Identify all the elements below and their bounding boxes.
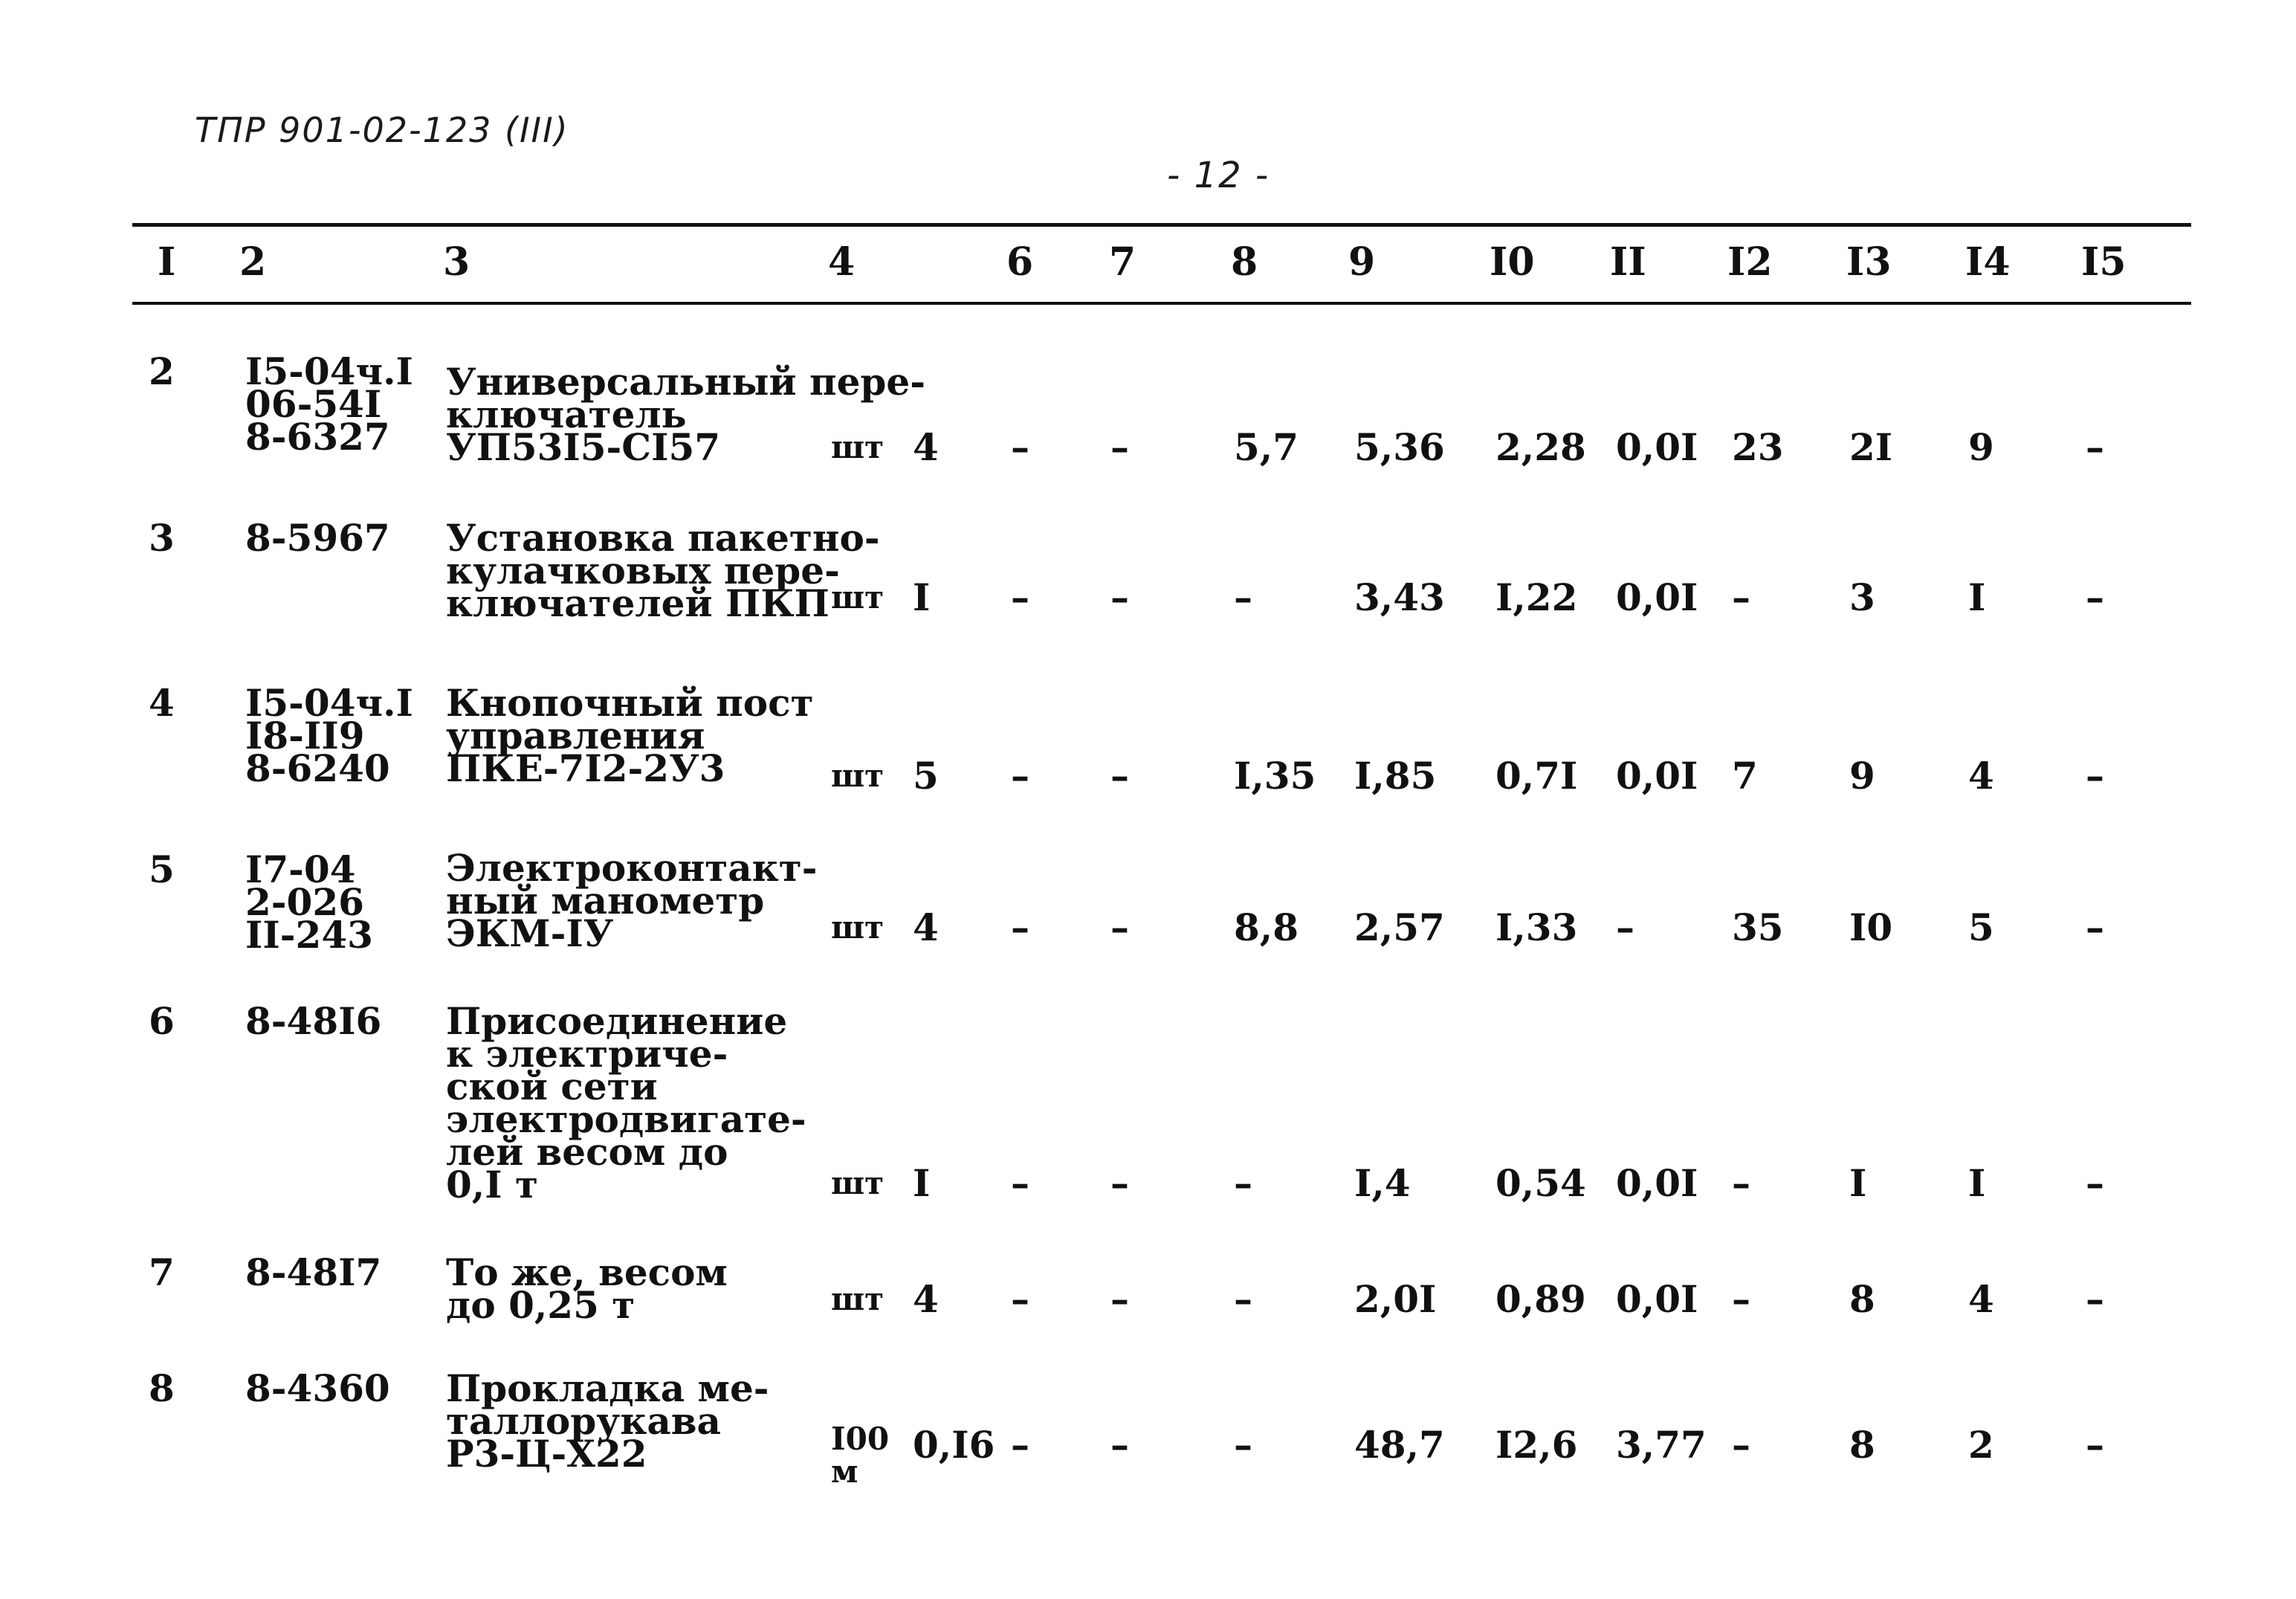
- cell-qty: 0,I6: [913, 1423, 995, 1467]
- cell-c11: –: [1616, 905, 1634, 949]
- cell-c10: I,22: [1495, 575, 1578, 619]
- cell-name: Электроконтакт- ный манометр ЭКМ-IУ: [446, 846, 818, 955]
- cell-c15: –: [2086, 754, 2104, 798]
- cell-c14: 9: [1968, 425, 1994, 469]
- cell-c13: 2I: [1849, 425, 1893, 469]
- cell-c6: –: [1011, 1161, 1029, 1205]
- page-number: - 12 -: [1167, 155, 1270, 196]
- cell-c6: –: [1011, 425, 1029, 469]
- cell-c8: –: [1234, 1277, 1252, 1321]
- cell-c8: –: [1234, 1161, 1252, 1205]
- top-rule: [132, 223, 2191, 227]
- cell-n: 5: [149, 847, 175, 891]
- cell-c14: I: [1968, 1161, 1986, 1205]
- cell-qty: 4: [913, 905, 939, 949]
- column-header-3: 3: [443, 239, 470, 285]
- cell-unit: I00 м: [831, 1421, 890, 1490]
- cell-c13: I: [1849, 1161, 1867, 1205]
- cell-c8: –: [1234, 575, 1252, 619]
- cell-c15: –: [2086, 1423, 2104, 1467]
- column-header-5: 6: [1006, 239, 1034, 285]
- cell-c9: 2,0I: [1354, 1277, 1437, 1321]
- cell-c9: 5,36: [1354, 425, 1445, 469]
- cell-c15: –: [2086, 1277, 2104, 1321]
- column-header-8: 9: [1348, 239, 1376, 285]
- cell-c14: 4: [1968, 1277, 1994, 1321]
- cell-code: 8-4360: [245, 1366, 390, 1410]
- cell-c7: –: [1110, 754, 1129, 798]
- cell-code: 8-5967: [245, 516, 390, 560]
- cell-c7: –: [1110, 1161, 1129, 1205]
- cell-c12: 23: [1732, 425, 1784, 469]
- cell-code: 8-48I7: [245, 1250, 382, 1294]
- cell-c12: 7: [1732, 754, 1758, 798]
- cell-c6: –: [1011, 905, 1029, 949]
- cell-code: I7-04 2-026 II-243: [245, 847, 373, 957]
- cell-c12: –: [1732, 1161, 1750, 1205]
- cell-c15: –: [2086, 425, 2104, 469]
- cell-c6: –: [1011, 575, 1029, 619]
- cell-c10: 2,28: [1495, 425, 1586, 469]
- cell-c13: 9: [1849, 754, 1875, 798]
- document-code: ТПР 901-02-123 (III): [195, 110, 569, 150]
- column-header-13: I4: [1965, 239, 2011, 285]
- cell-code: 8-48I6: [245, 999, 382, 1043]
- cell-c7: –: [1110, 1277, 1129, 1321]
- cell-c14: I: [1968, 575, 1986, 619]
- column-header-11: I2: [1727, 239, 1773, 285]
- cell-c11: 3,77: [1616, 1423, 1707, 1467]
- cell-unit: шт: [831, 757, 885, 794]
- cell-unit: шт: [831, 579, 885, 616]
- column-header-9: I0: [1490, 239, 1535, 285]
- column-header-4: 4: [828, 239, 856, 285]
- cell-c10: 0,7I: [1495, 754, 1578, 798]
- cell-c8: 5,7: [1234, 425, 1299, 469]
- cell-n: 3: [149, 516, 175, 560]
- cell-c8: 8,8: [1234, 905, 1299, 949]
- cell-c7: –: [1110, 1423, 1129, 1467]
- cell-name: Присоединение к электриче- ской сети электродвигате- лей весом до 0,I т: [446, 999, 806, 1206]
- cell-c11: 0,0I: [1616, 425, 1698, 469]
- cell-c7: –: [1110, 905, 1129, 949]
- cell-c6: –: [1011, 1423, 1029, 1467]
- cell-c12: –: [1732, 575, 1750, 619]
- header-bottom-rule: [132, 302, 2191, 305]
- cell-c8: I,35: [1234, 754, 1316, 798]
- cell-qty: I: [913, 1161, 931, 1205]
- cell-c14: 2: [1968, 1423, 1994, 1467]
- cell-c9: 2,57: [1354, 905, 1445, 949]
- cell-c8: –: [1234, 1423, 1252, 1467]
- cell-c14: 5: [1968, 905, 1994, 949]
- column-header-2: 2: [239, 239, 267, 285]
- cell-n: 2: [149, 349, 175, 393]
- cell-c15: –: [2086, 1161, 2104, 1205]
- cell-c9: 48,7: [1354, 1423, 1445, 1467]
- cell-c13: 8: [1849, 1423, 1875, 1467]
- cell-unit: шт: [831, 909, 885, 946]
- cell-c15: –: [2086, 905, 2104, 949]
- cell-c10: I2,6: [1495, 1423, 1578, 1467]
- cell-n: 4: [149, 681, 175, 725]
- cell-c7: –: [1110, 575, 1129, 619]
- cell-c9: I,85: [1354, 754, 1437, 798]
- cell-c12: –: [1732, 1423, 1750, 1467]
- cell-c9: 3,43: [1354, 575, 1445, 619]
- cell-c10: 0,54: [1495, 1161, 1586, 1205]
- cell-c11: 0,0I: [1616, 1277, 1698, 1321]
- cell-n: 8: [149, 1366, 175, 1410]
- cell-c12: 35: [1732, 905, 1784, 949]
- cell-qty: I: [913, 575, 931, 619]
- cell-c11: 0,0I: [1616, 575, 1698, 619]
- cell-c14: 4: [1968, 754, 1994, 798]
- column-header-1: I: [158, 239, 176, 285]
- cell-qty: 5: [913, 754, 939, 798]
- column-header-12: I3: [1846, 239, 1892, 285]
- cell-c11: 0,0I: [1616, 1161, 1698, 1205]
- column-header-14: I5: [2081, 239, 2127, 285]
- cell-n: 7: [149, 1250, 175, 1294]
- cell-c7: –: [1110, 425, 1129, 469]
- cell-c12: –: [1732, 1277, 1750, 1321]
- cell-qty: 4: [913, 1277, 939, 1321]
- cell-c6: –: [1011, 1277, 1029, 1321]
- cell-c13: 8: [1849, 1277, 1875, 1321]
- cell-c10: I,33: [1495, 905, 1578, 949]
- cell-c15: –: [2086, 575, 2104, 619]
- cell-code: I5-04ч.I 06-54I 8-6327: [245, 349, 413, 459]
- column-header-7: 8: [1231, 239, 1258, 285]
- column-header-10: II: [1610, 239, 1646, 285]
- cell-n: 6: [149, 999, 175, 1043]
- column-header-6: 7: [1109, 239, 1136, 285]
- cell-code: I5-04ч.I I8-II9 8-6240: [245, 681, 413, 790]
- cell-c13: 3: [1849, 575, 1875, 619]
- cell-name: Установка пакетно- кулачковых пере- ключателей ПКП: [446, 516, 880, 625]
- cell-name: Прокладка ме- таллорукава Р3-Ц-Х22: [446, 1366, 769, 1476]
- cell-name: Кнопочный пост управления ПКЕ-7I2-2У3: [446, 681, 814, 790]
- cell-c13: I0: [1849, 905, 1893, 949]
- cell-unit: шт: [831, 429, 885, 465]
- cell-c10: 0,89: [1495, 1277, 1586, 1321]
- cell-name: Универсальный пере- ключатель УП53I5-CI57: [446, 360, 925, 469]
- cell-unit: шт: [831, 1165, 885, 1201]
- cell-name: То же, весом до 0,25 т: [446, 1250, 728, 1327]
- cell-c9: I,4: [1354, 1161, 1411, 1205]
- cell-c6: –: [1011, 754, 1029, 798]
- cell-c11: 0,0I: [1616, 754, 1698, 798]
- cell-unit: шт: [831, 1281, 885, 1317]
- cell-qty: 4: [913, 425, 939, 469]
